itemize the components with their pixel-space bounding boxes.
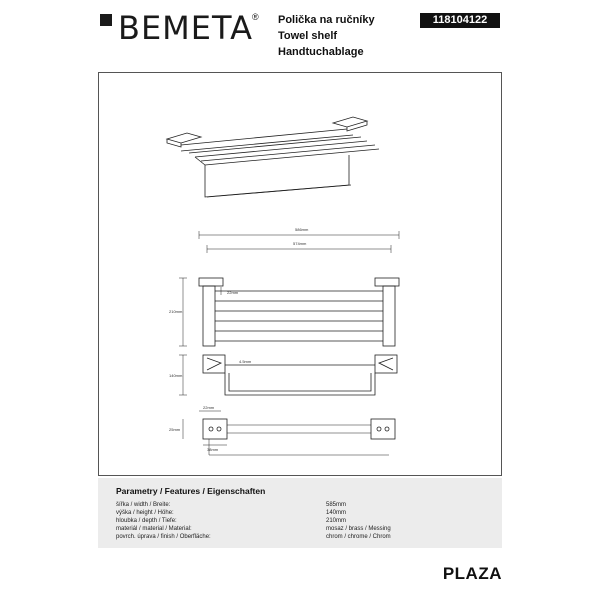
- dim-depth: 210mm: [169, 309, 183, 314]
- dim-mount-height: 25mm: [169, 427, 181, 432]
- dim-mount-spacing: 38mm: [207, 447, 219, 452]
- registered-mark: ®: [252, 12, 259, 22]
- shelf-perspective-view: [167, 117, 379, 197]
- title-german: Handtuchablage: [278, 46, 364, 58]
- title-english: Towel shelf: [278, 30, 338, 42]
- dim-bar-length: 4.5mm: [239, 359, 252, 364]
- param-width-value: 585mm: [326, 502, 347, 508]
- param-width-label: šířka / width / Breite:: [116, 502, 171, 508]
- param-height-value: 140mm: [326, 510, 347, 516]
- dim-bar-gap: 22mm: [227, 290, 239, 295]
- title-czech: Polička na ručníky: [278, 14, 375, 26]
- logo-square-mark: [100, 14, 112, 26]
- param-height-label: výška / height / Höhe:: [116, 510, 174, 516]
- product-title-block: [278, 12, 375, 60]
- brand-logo: [100, 9, 268, 52]
- product-code-badge: 118104122: [420, 13, 500, 28]
- parameters-panel: [98, 478, 502, 548]
- param-material-value: mosaz / brass / Messing: [326, 526, 391, 532]
- param-finish-value: chrom / chrome / Chrom: [326, 534, 391, 540]
- param-material-label: materiál / material / Material:: [116, 526, 192, 532]
- technical-drawing: [99, 73, 501, 475]
- shelf-front-view: [179, 355, 397, 395]
- param-depth-label: hloubka / depth / Tiefe:: [116, 518, 177, 524]
- dim-mount-width: 22mm: [203, 405, 215, 410]
- brand-name: BEMETA: [118, 9, 253, 47]
- dim-overall-width: 586mm: [295, 227, 309, 232]
- product-line-name: PLAZA: [442, 564, 502, 583]
- parameters-title: Parametry / Features / Eigenschaften: [116, 486, 266, 496]
- dim-height: 140mm: [169, 373, 183, 378]
- technical-drawing-frame: [98, 72, 502, 476]
- shelf-top-view: [179, 231, 399, 346]
- param-depth-value: 210mm: [326, 518, 347, 524]
- param-finish-label: povrch. úprava / finish / Oberfläche:: [116, 534, 211, 540]
- dim-inner-width: 574mm: [293, 241, 307, 246]
